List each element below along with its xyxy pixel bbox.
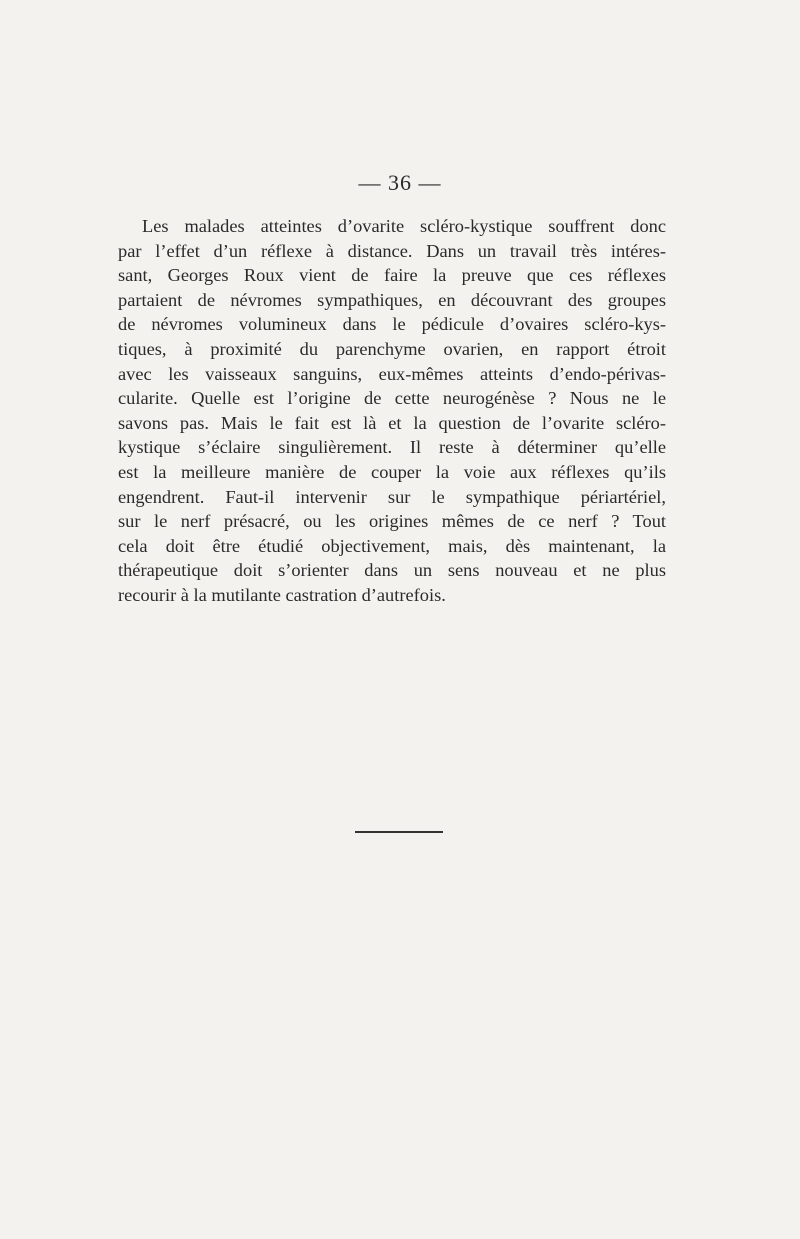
text-line: partaient de névromes sympathiques, en découvrant des groupes: [118, 289, 666, 310]
text-line: cela doit être étudié objectivement, mais, dès maintenant, la: [118, 535, 666, 556]
section-divider: [355, 831, 443, 833]
text-line: de névromes volumineux dans le pédicule d’ovaires scléro-kys-: [118, 314, 666, 335]
text-line: Les malades atteintes d’ovarite scléro-kystique souffrent donc: [142, 216, 666, 236]
text-line: tiques, à proximité du parenchyme ovarien, en rapport étroit: [118, 338, 666, 359]
text-line: thérapeutique doit s’orienter dans un sens nouveau et ne plus: [118, 560, 666, 581]
body-paragraph: [118, 214, 666, 608]
text-line: par l’effet d’un réflexe à distance. Dans un travail très intéres-: [118, 240, 666, 261]
text-line: kystique s’éclaire singulièrement. Il reste à déterminer qu’elle: [118, 437, 666, 458]
text-line: recourir à la mutilante castration d’autrefois.: [118, 584, 446, 605]
text-line: sant, Georges Roux vient de faire la preuve que ces réflexes: [118, 265, 666, 286]
page-number: — 36 —: [358, 170, 442, 195]
text-line: cularite. Quelle est l’origine de cette neurogénèse ? Nous ne le: [118, 388, 666, 409]
text-line: sur le nerf présacré, ou les origines mêmes de ce nerf ? Tout: [118, 511, 666, 532]
text-line: savons pas. Mais le fait est là et la question de l’ovarite scléro-: [118, 412, 666, 433]
text-line: avec les vaisseaux sanguins, eux-mêmes atteints d’endo-périvas-: [118, 363, 666, 384]
text-line: est la meilleure manière de couper la voie aux réflexes qu’ils: [118, 461, 666, 482]
text-line: engendrent. Faut-il intervenir sur le sympathique périartériel,: [118, 486, 666, 507]
